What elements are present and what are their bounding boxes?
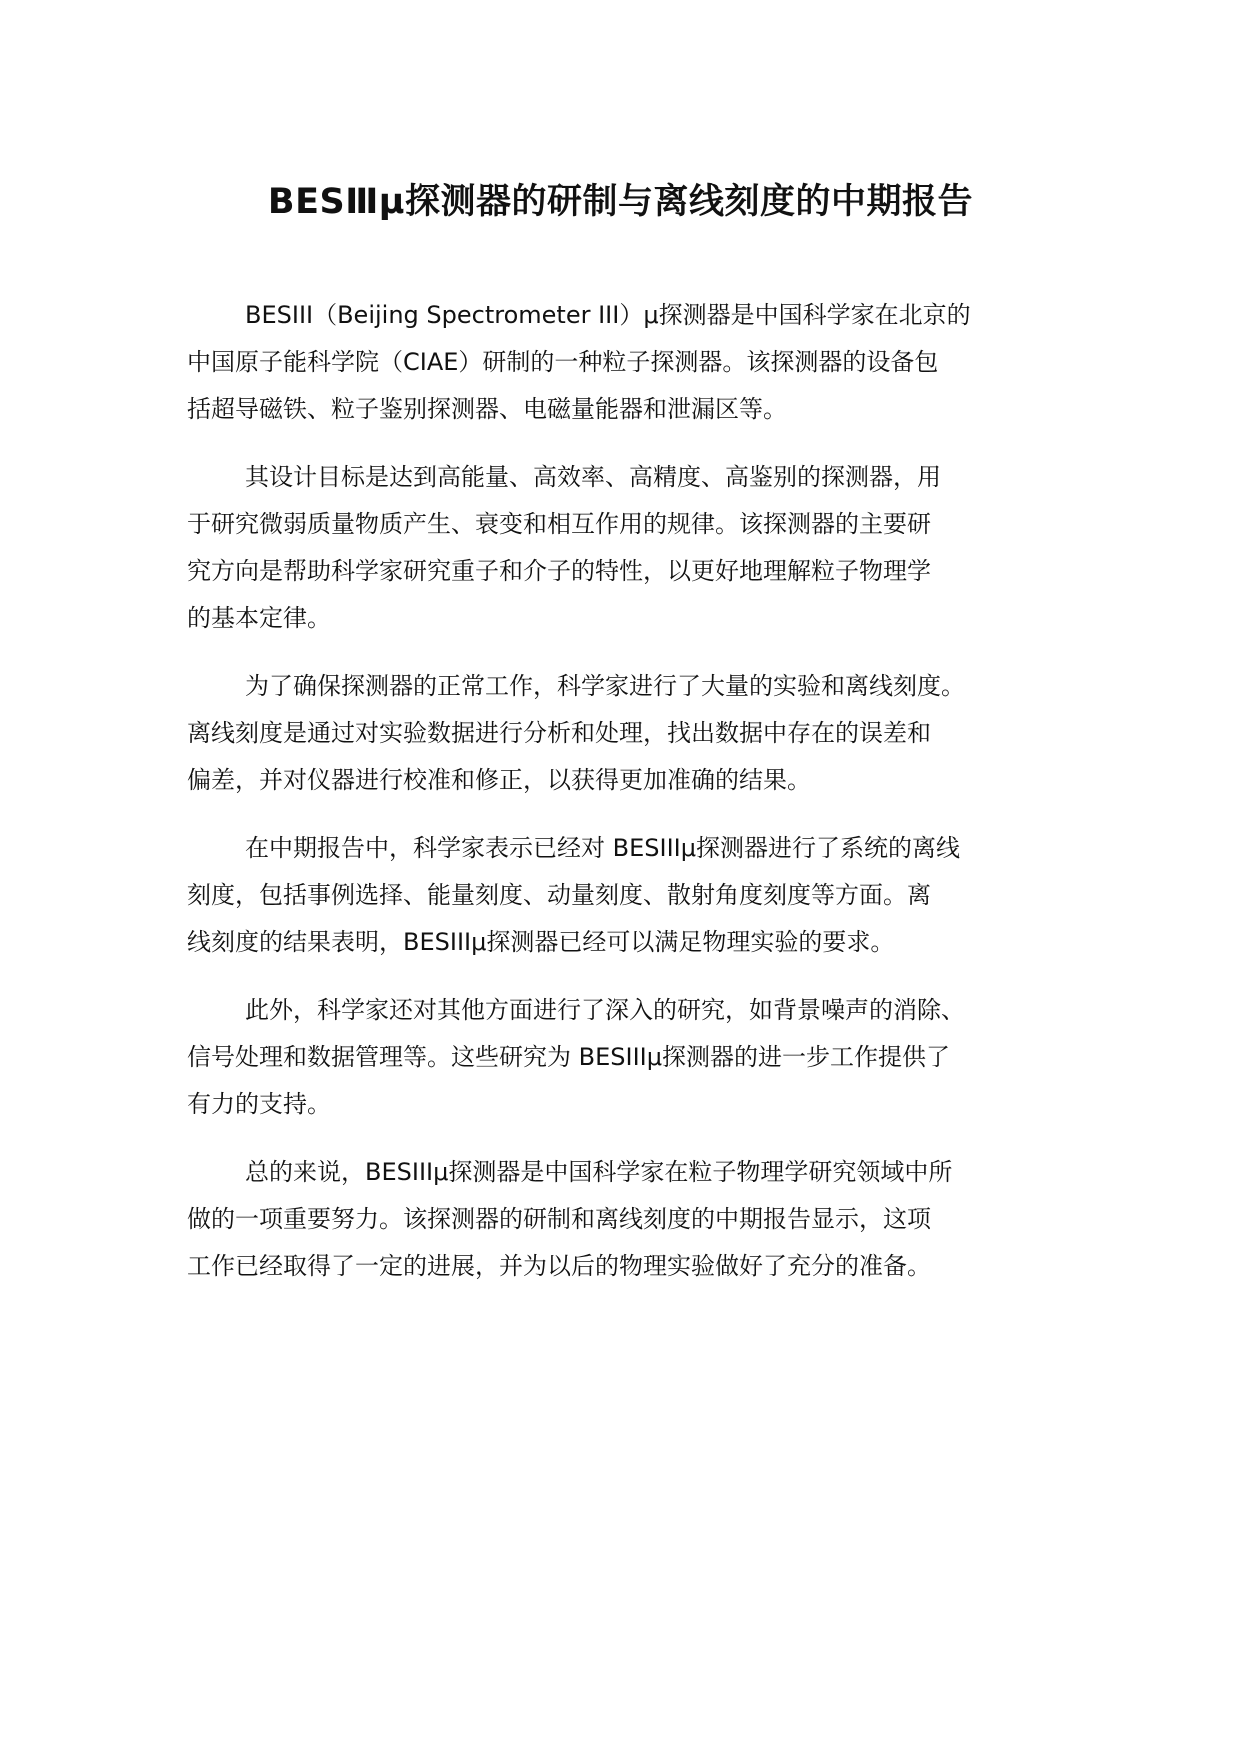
document-title: BESⅢμ探测器的研制与离线刻度的中期报告: [267, 182, 974, 222]
paragraph-line: 离线刻度是通过对实验数据进行分析和处理，找出数据中存在的误差和: [187, 719, 931, 747]
paragraph-line: 此外，科学家还对其他方面进行了深入的研究，如背景噪声的消除、: [245, 996, 965, 1024]
paragraph-line: 的基本定律。: [187, 604, 331, 632]
paragraph-line: 究方向是帮助科学家研究重子和介子的特性，以更好地理解粒子物理学: [187, 557, 931, 585]
paragraph-line: 信号处理和数据管理等。这些研究为 BESIIIμ探测器的进一步工作提供了: [187, 1043, 950, 1071]
paragraph-line: 偏差，并对仪器进行校准和修正，以获得更加准确的结果。: [187, 766, 811, 794]
document-body: [187, 292, 1073, 1311]
paragraph-line: 做的一项重要努力。该探测器的研制和离线刻度的中期报告显示，这项: [187, 1205, 931, 1233]
paragraph-line: 为了确保探测器的正常工作，科学家进行了大量的实验和离线刻度。: [245, 672, 965, 700]
paragraph-6: [187, 1149, 1073, 1290]
paragraph-3: [187, 663, 1073, 804]
paragraph-line: 中国原子能科学院（CIAE）研制的一种粒子探测器。该探测器的设备包: [187, 348, 939, 376]
paragraph-line: 于研究微弱质量物质产生、衰变和相互作用的规律。该探测器的主要研: [187, 510, 931, 538]
paragraph-5: [187, 987, 1073, 1128]
paragraph-line: 线刻度的结果表明，BESIIIμ探测器已经可以满足物理实验的要求。: [187, 928, 895, 956]
paragraph-line: 在中期报告中，科学家表示已经对 BESIIIμ探测器进行了系统的离线: [245, 834, 960, 862]
paragraph-line: 其设计目标是达到高能量、高效率、高精度、高鉴别的探测器，用: [245, 463, 941, 491]
paragraph-line: 工作已经取得了一定的进展，并为以后的物理实验做好了充分的准备。: [187, 1252, 931, 1280]
paragraph-line: BESIII（Beijing Spectrometer III）μ探测器是中国科学家在北京的: [245, 301, 971, 329]
paragraph-line: 总的来说，BESIIIμ探测器是中国科学家在粒子物理学研究领域中所: [245, 1158, 953, 1186]
paragraph-4: [187, 825, 1073, 966]
paragraph-1: [187, 292, 1073, 433]
paragraph-line: 刻度，包括事例选择、能量刻度、动量刻度、散射角度刻度等方面。离: [187, 881, 931, 909]
paragraph-line: 括超导磁铁、粒子鉴别探测器、电磁量能器和泄漏区等。: [187, 395, 787, 423]
paragraph-line: 有力的支持。: [187, 1090, 331, 1118]
paragraph-2: [187, 454, 1073, 642]
